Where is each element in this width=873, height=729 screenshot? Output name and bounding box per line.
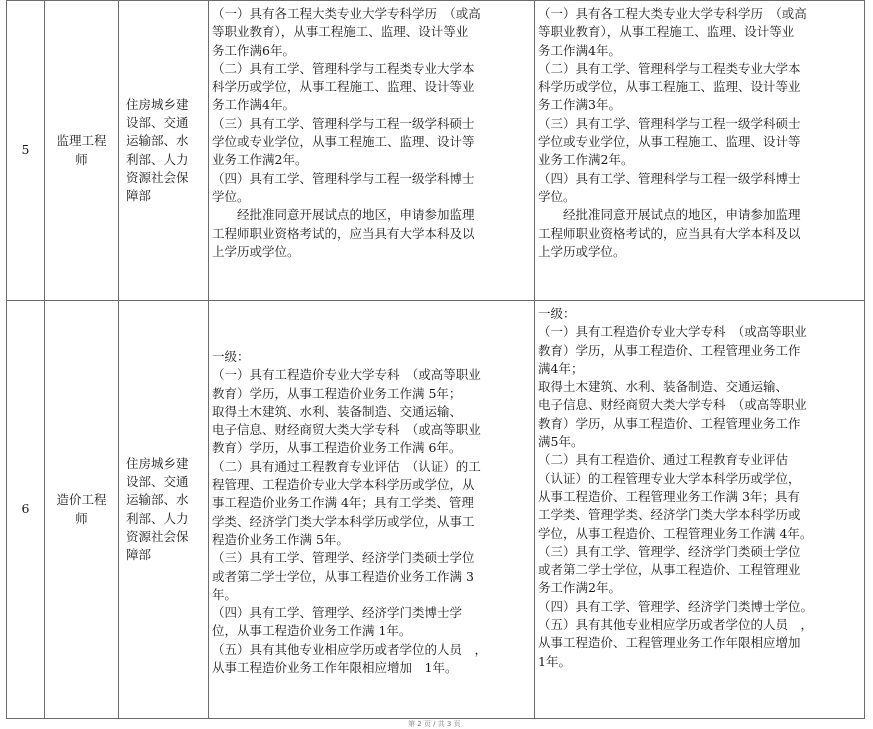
requirements-revised: 一级： （一）具有工程造价专业大学专科 （或高等职业 教育）学历，从事工程造价、工程管理业务工作 满4年； 取得土木建筑、水利、装备制造、交通运输、 电子信息、财经商贸大类大学专科 （或高等职业 教育）学历，从事工程造价、工程管理业务工作 满5年。 （二）具有工程造价、通过工程教育专业评估 （认证）的工程管理专业大学本科学历或学位， 从事工程造价、工程管理业务工作满 3年；具有 工学类、管理学类、经济学门类大学本科学历或 学位，从事工程造价、工程管理业务工作满 4年。 （三）具有工学、管理学、经济学门类硕士学位 或者第二学士学位，从事工程造价、工程管理业 务工作满2年。 （四）具有工学、管理学、经济学门类博士学位。 （五）具有其他专业相应学历或者学位的人员 ， 从事工程造价、工程管理业务工作年限相应增加 1年。 — [535, 301, 865, 719]
row-number: 6 — [7, 301, 45, 719]
issuing-departments: 住房城乡建 设部、交通 运输部、水 利部、人力 资源社会保 障部 — [119, 1, 209, 301]
table-row-cost-engineer — [7, 301, 865, 719]
requirements-revised: （一）具有各工程大类专业大学专科学历 （或高 等职业教育），从事工程施工、监理、设计等业 务工作满4年。 （二）具有工学、管理科学与工程类专业大学本 科学历或学位，从事工程施工、监理、设计等业 务工作满3年。 （三）具有工学、管理科学与工程一级学科硕士 学位或专业学位，从事工程施工、监理、设计等 业务工作满2年。 （四）具有工学、管理科学与工程一级学科博士 学位。 经批准同意开展试点的地区，申请参加监理 工程师职业资格考试的，应当具有大学本科及以 上学历或学位。 — [535, 1, 865, 301]
issuing-departments: 住房城乡建 设部、交通 运输部、水 利部、人力 资源社会保 障部 — [119, 301, 209, 719]
requirements-original: （一）具有各工程大类专业大学专科学历 （或高 等职业教育），从事工程施工、监理、设计等业 务工作满6年。 （二）具有工学、管理科学与工程类专业大学本 科学历或学位，从事工程施工、监理、设计等业 务工作满4年。 （三）具有工学、管理科学与工程一级学科硕士 学位或专业学位，从事工程施工、监理、设计等 业务工作满2年。 （四）具有工学、管理科学与工程一级学科博士 学位。 经批准同意开展试点的地区，申请参加监理 工程师职业资格考试的，应当具有大学本科及以 上学历或学位。 — [209, 1, 535, 301]
qualification-table — [6, 0, 865, 719]
table-row-supervision-engineer — [7, 1, 865, 301]
requirements-original: 一级： （一）具有工程造价专业大学专科 （或高等职业 教育）学历，从事工程造价业务工作满 5年； 取得土木建筑、水利、装备制造、交通运输、 电子信息、财经商贸大类大学专科 （或高等职业 教育）学历，从事工程造价业务工作满 6年。 （二）具有通过工程教育专业评估 （认证）的工 程管理、工程造价专业大学本科学历或学位，从 事工程造价业务工作满 4年；具有工学类、管理 学类、经济学门类大学本科学历或学位，从事工 程造价业务工作满 5年。 （三）具有工学、管理学、经济学门类硕士学位 或者第二学士学位，从事工程造价业务工作满 3 年。 （四）具有工学、管理学、经济学门类博士学 位，从事工程造价业务工作满 1年。 （五）具有其他专业相应学历或者学位的人员 ， 从事工程造价业务工作年限相应增加 1年。 — [209, 301, 535, 719]
qualification-table-page — [6, 0, 864, 719]
row-number: 5 — [7, 1, 45, 301]
qualification-name: 监理工程 师 — [45, 1, 119, 301]
qualification-name: 造价工程 师 — [45, 301, 119, 719]
page-footer: 第 2 页 / 共 3 页 — [408, 720, 461, 728]
